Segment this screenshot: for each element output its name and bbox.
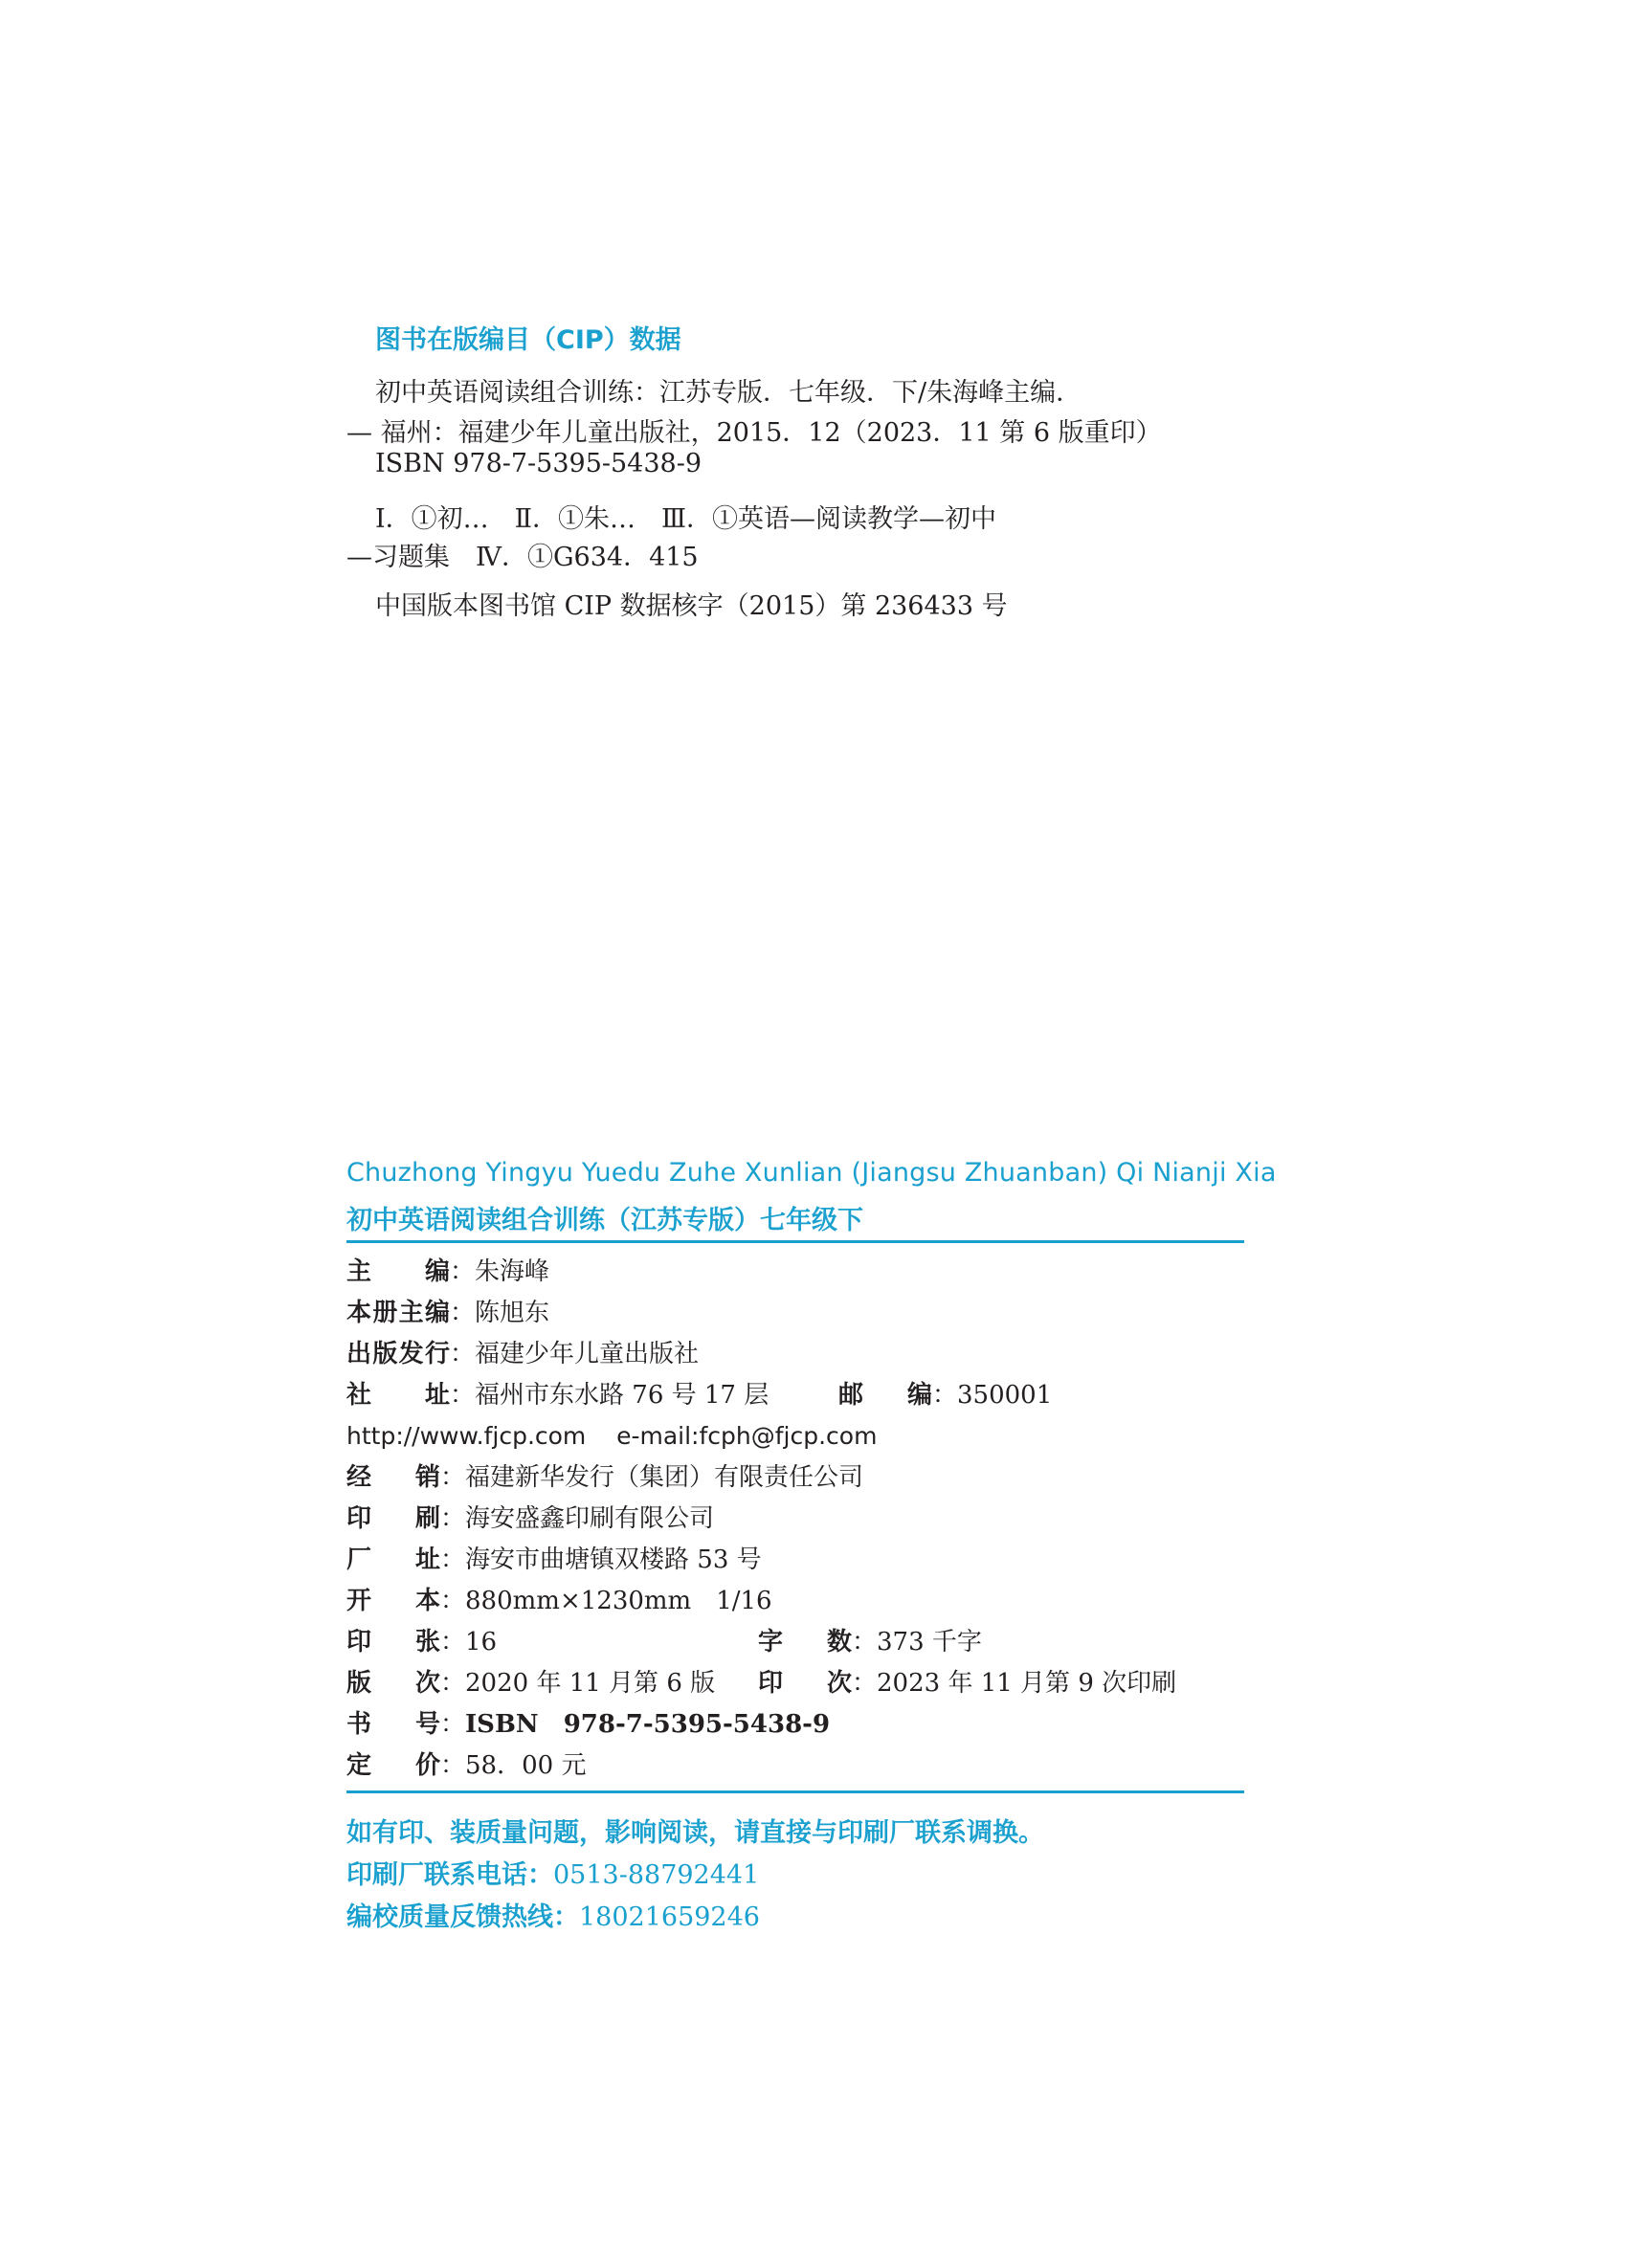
publisher-label: 出版发行: [346, 1340, 450, 1368]
distributor-row: [346, 1460, 863, 1495]
separator: ：: [440, 1587, 466, 1615]
separator: ：: [450, 1381, 476, 1410]
hotline-label: 编校质量反馈热线：: [346, 1902, 579, 1932]
printer-row: [346, 1501, 714, 1536]
separator: ：: [852, 1669, 878, 1698]
separator: ：: [440, 1751, 466, 1780]
word-count-group: [758, 1625, 982, 1659]
factory-address-label: 厂 址: [346, 1545, 440, 1574]
cip-title-line: 初中英语阅读组合训练：江苏专版．七年级．下/朱海峰主编．: [375, 378, 1082, 408]
address-row: [346, 1378, 1244, 1412]
editor-row: [346, 1255, 549, 1289]
editor-value: 朱海峰: [475, 1257, 550, 1286]
web-row: [346, 1419, 877, 1454]
printer-phone-label: 印刷厂联系电话：: [346, 1860, 553, 1890]
sheets-row: [346, 1625, 1244, 1659]
word-count-label: 字 数: [758, 1628, 852, 1657]
hotline-value: 18021659246: [579, 1902, 760, 1932]
separator: ：: [450, 1257, 476, 1286]
cip-classification-line: Ⅰ．①初… Ⅱ．①朱… Ⅲ．①英语—阅读教学—初中: [375, 504, 997, 534]
factory-address-value: 海安市曲塘镇双楼路 53 号: [465, 1545, 762, 1574]
isbn-row: [346, 1707, 830, 1742]
edition-label: 版 次: [346, 1669, 440, 1698]
price-label: 定 价: [346, 1751, 440, 1780]
website-link[interactable]: http://www.fjcp.com: [346, 1422, 587, 1450]
separator: ：: [932, 1381, 958, 1410]
quality-notice: 如有印、装质量问题，影响阅读，请直接与印刷厂联系调换。: [346, 1818, 1044, 1848]
separator: ：: [450, 1340, 476, 1368]
publisher-row: [346, 1337, 699, 1371]
volume-editor-label: 本册主编: [346, 1299, 450, 1327]
pinyin-title: Chuzhong Yingyu Yuedu Zuhe Xunlian (Jiangsu Zhuanban) Qi Nianji Xia: [346, 1158, 1277, 1188]
cip-heading: 图书在版编目（CIP）数据: [375, 325, 681, 355]
postcode-label: 邮 编: [838, 1381, 932, 1410]
distributor-value: 福建新华发行（集团）有限责任公司: [465, 1463, 864, 1492]
price-row: [346, 1748, 586, 1783]
cip-publisher-line: — 福州：福建少年儿童出版社，2015．12（2023．11 第 6 版重印）: [346, 418, 1162, 448]
cip-isbn-line: ISBN 978-7-5395-5438-9: [375, 449, 702, 478]
separator: ：: [440, 1504, 466, 1533]
separator: ：: [440, 1545, 466, 1574]
address-value: 福州市东水路 76 号 17 层: [475, 1381, 769, 1410]
publisher-value: 福建少年儿童出版社: [475, 1340, 700, 1368]
chinese-title: 初中英语阅读组合训练（江苏专版）七年级下: [346, 1206, 863, 1235]
postcode-group: [838, 1378, 1052, 1412]
price-value: 58．00 元: [465, 1751, 587, 1780]
impression-group: [758, 1666, 1176, 1701]
printer-value: 海安盛鑫印刷有限公司: [465, 1504, 715, 1533]
separator: ：: [852, 1628, 878, 1657]
email-link[interactable]: e-mail:fcph@fjcp.com: [616, 1422, 878, 1450]
printer-label: 印 刷: [346, 1504, 440, 1533]
separator: ：: [450, 1299, 476, 1327]
address-label: 社 址: [346, 1381, 450, 1410]
bottom-divider: [346, 1790, 1244, 1793]
distributor-label: 经 销: [346, 1463, 440, 1492]
edition-row: [346, 1666, 1244, 1701]
separator: ：: [440, 1710, 466, 1739]
sheets-label: 印 张: [346, 1628, 440, 1657]
separator: ：: [440, 1669, 466, 1698]
separator: ：: [440, 1463, 466, 1492]
factory-address-row: [346, 1543, 762, 1577]
impression-value: 2023 年 11 月第 9 次印刷: [877, 1669, 1177, 1698]
sheets-value: 16: [465, 1628, 498, 1657]
top-divider: [346, 1240, 1244, 1243]
hotline-line: [346, 1896, 760, 1933]
format-label: 开 本: [346, 1587, 440, 1615]
isbn-value: ISBN 978-7-5395-5438-9: [465, 1710, 831, 1739]
isbn-label: 书 号: [346, 1710, 440, 1739]
word-count-value: 373 千字: [877, 1628, 982, 1657]
editor-label: 主 编: [346, 1257, 450, 1286]
edition-value: 2020 年 11 月第 6 版: [465, 1669, 716, 1698]
volume-editor-value: 陈旭东: [475, 1299, 550, 1327]
cip-classification-line-2: —习题集 Ⅳ．①G634．415: [346, 543, 699, 572]
separator: ：: [440, 1628, 466, 1657]
postcode-value: 350001: [957, 1381, 1053, 1410]
format-value: 880mm×1230mm 1/16: [465, 1587, 772, 1615]
impression-label: 印 次: [758, 1669, 852, 1698]
format-row: [346, 1584, 772, 1618]
cip-record-line: 中国版本图书馆 CIP 数据核字（2015）第 236433 号: [375, 591, 1008, 621]
printer-phone-line: [346, 1854, 759, 1891]
volume-editor-row: [346, 1296, 549, 1330]
printer-phone-value: 0513-88792441: [553, 1860, 760, 1890]
